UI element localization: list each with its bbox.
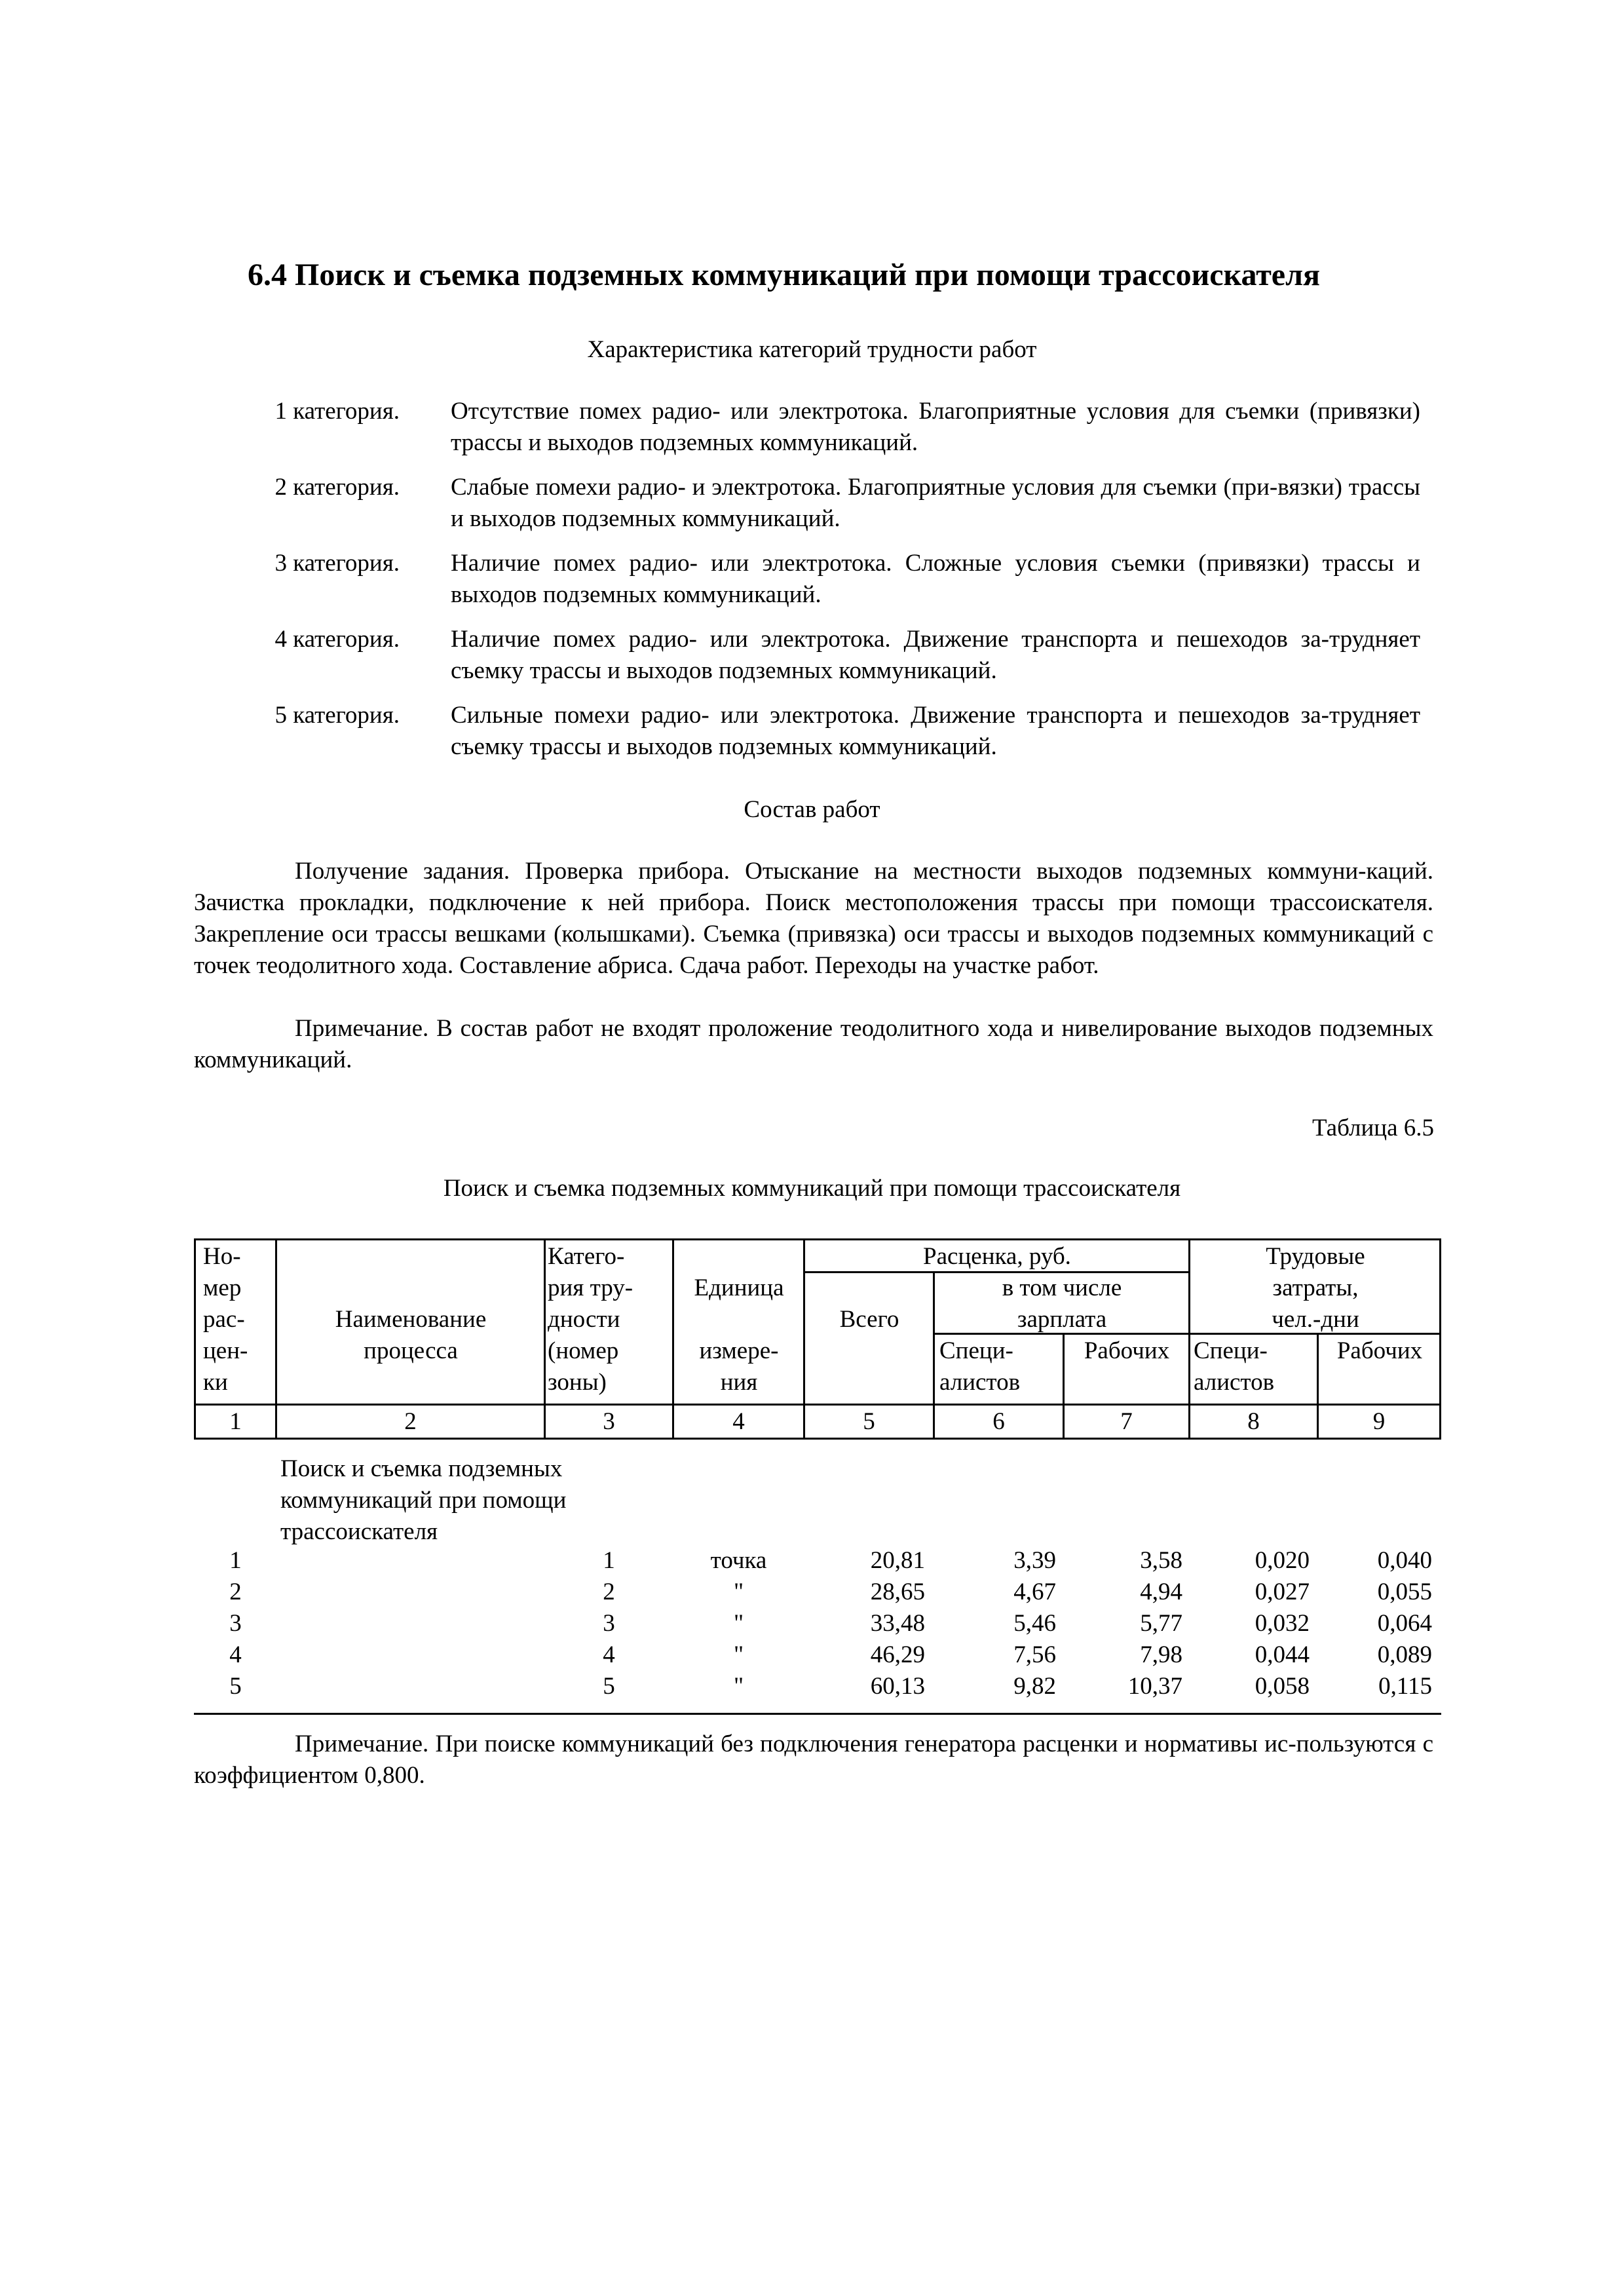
note-paragraph: Примечание. В состав работ не входят проложение теодолитного хода и нивелирование выходов подземных коммуникаций. — [194, 1015, 1433, 1073]
row-unit: точка — [710, 1547, 767, 1574]
row-number: 3 — [229, 1610, 242, 1637]
row-category: 4 — [603, 1641, 615, 1668]
category-label-3: 3 категория. — [274, 550, 400, 577]
row-spec-wage: 5,46 — [1013, 1610, 1056, 1637]
category-text-2: Слабые помехи радио- и электротока. Благоприятные условия для съемки (при-вязки) трассы и выходов подземных коммуникаций. — [451, 474, 1420, 532]
category-text-3: Наличие помех радио- или электротока. Сложные условия съемки (привязки) трассы и выходов подземных коммуникаций. — [451, 550, 1420, 608]
row-spec-labor: 0,058 — [1255, 1673, 1310, 1700]
row-work-wage: 5,77 — [1140, 1610, 1182, 1637]
row-total: 20,81 — [870, 1547, 925, 1574]
table-caption: Поиск и съемка подземных коммуникаций при помощи трассоискателя — [443, 1175, 1181, 1202]
row-total: 28,65 — [870, 1578, 925, 1605]
row-work-labor: 0,040 — [1377, 1547, 1432, 1574]
column-number: 2 — [404, 1408, 417, 1435]
header-work-wage: Рабочих — [1084, 1337, 1170, 1364]
section-title: 6.4 Поиск и съемка подземных коммуникаций при помощи трассоискателя — [248, 258, 1320, 292]
row-spec-wage: 9,82 — [1013, 1673, 1056, 1700]
category-label-5: 5 категория. — [274, 702, 400, 729]
header-incl-wage: в том числе зарплата — [1002, 1274, 1122, 1333]
category-text-4: Наличие помех радио- или электротока. Движение транспорта и пешеходов за-трудняет съемку трассы и выходов подземных коммуникаций. — [451, 626, 1420, 684]
row-spec-labor: 0,027 — [1255, 1578, 1310, 1605]
row-number: 5 — [229, 1673, 242, 1700]
row-category: 2 — [603, 1578, 615, 1605]
row-unit: " — [733, 1578, 744, 1605]
header-unit-top: Единица — [694, 1274, 784, 1301]
row-spec-wage: 7,56 — [1013, 1641, 1056, 1668]
row-total: 33,48 — [870, 1610, 925, 1637]
table-rule-header-bottom — [194, 1404, 1441, 1406]
category-text-1: Отсутствие помех радио- или электротока. Благоприятные условия для съемки (привязки) трассы и выходов подземных коммуникаций. — [451, 398, 1420, 456]
composition-heading: Состав работ — [744, 796, 880, 823]
column-number: 5 — [863, 1408, 875, 1435]
header-spec-labor: Специ- алистов — [1194, 1337, 1275, 1396]
row-number: 2 — [229, 1578, 242, 1605]
category-text-5: Сильные помехи радио- или электротока. Движение транспорта и пешеходов за-трудняет съемку трассы и выходов подземных коммуникаций. — [451, 702, 1420, 760]
header-total: Всего — [839, 1306, 899, 1333]
row-spec-labor: 0,044 — [1255, 1641, 1310, 1668]
row-work-wage: 4,94 — [1140, 1578, 1182, 1605]
category-label-2: 2 категория. — [274, 474, 400, 501]
row-work-labor: 0,064 — [1377, 1610, 1432, 1637]
row-work-wage: 10,37 — [1127, 1673, 1182, 1700]
header-rate-number: Но- мер рас- цен- ки — [203, 1243, 248, 1396]
table-number: Таблица 6.5 — [1312, 1115, 1434, 1141]
row-work-labor: 0,055 — [1377, 1578, 1432, 1605]
table-note: Примечание. При поиске коммуникаций без подключения генератора расценки и нормативы ис-пользуются с коэффициентом 0,800. — [194, 1731, 1433, 1789]
row-spec-labor: 0,032 — [1255, 1610, 1310, 1637]
row-category: 5 — [603, 1673, 615, 1700]
header-price-group: Расценка, руб. — [923, 1243, 1071, 1270]
header-category: Катего- рия тру- дности (номер зоны) — [548, 1243, 633, 1396]
table-rule-column-numbers — [194, 1438, 1441, 1440]
row-category: 1 — [603, 1547, 615, 1574]
column-number: 7 — [1120, 1408, 1133, 1435]
row-work-wage: 7,98 — [1140, 1641, 1182, 1668]
composition-paragraph: Получение задания. Проверка прибора. Отыскание на местности выходов подземных коммуни-каций. Зачистка прокладки, подключение к ней прибора. Поиск местоположения трассы при помощи трассоискателя. Закрепление оси трассы вешками (колышками). Съемка (привязка) оси трассы и выходов подземных коммуникаций с точек теодолитного хода. Составление абриса. Сдача работ. Переходы на участке работ. — [194, 858, 1433, 979]
column-number: 6 — [992, 1408, 1005, 1435]
header-labor-group: Трудовые затраты, чел.-дни — [1266, 1243, 1365, 1333]
row-total: 60,13 — [870, 1673, 925, 1700]
table-border-top — [194, 1238, 1441, 1240]
header-process-name: Наименование процесса — [335, 1306, 487, 1364]
row-work-wage: 3,58 — [1140, 1547, 1182, 1574]
row-unit: " — [733, 1673, 744, 1700]
column-number: 8 — [1247, 1408, 1260, 1435]
table-border-bottom — [194, 1713, 1441, 1715]
header-work-labor: Рабочих — [1336, 1337, 1423, 1364]
row-spec-wage: 4,67 — [1013, 1578, 1056, 1605]
category-label-4: 4 категория. — [274, 626, 400, 653]
header-spec-wage: Специ- алистов — [939, 1337, 1021, 1396]
row-unit: " — [733, 1610, 744, 1637]
column-number: 9 — [1372, 1408, 1386, 1435]
characteristics-heading: Характеристика категорий трудности работ — [587, 336, 1037, 363]
row-work-labor: 0,115 — [1378, 1673, 1432, 1700]
row-work-labor: 0,089 — [1377, 1641, 1432, 1668]
column-number: 3 — [603, 1408, 615, 1435]
row-number: 1 — [229, 1547, 242, 1574]
column-number: 4 — [732, 1408, 745, 1435]
table-group-title: Поиск и съемка подземных коммуникаций при помощи трассоискателя — [280, 1455, 567, 1545]
row-spec-wage: 3,39 — [1013, 1547, 1056, 1574]
category-label-1: 1 категория. — [274, 398, 400, 425]
row-total: 46,29 — [870, 1641, 925, 1668]
header-unit-bottom: измере- ния — [699, 1337, 779, 1396]
row-category: 3 — [603, 1610, 615, 1637]
row-number: 4 — [229, 1641, 242, 1668]
column-number: 1 — [229, 1408, 242, 1435]
row-spec-labor: 0,020 — [1255, 1547, 1310, 1574]
row-unit: " — [733, 1641, 744, 1668]
